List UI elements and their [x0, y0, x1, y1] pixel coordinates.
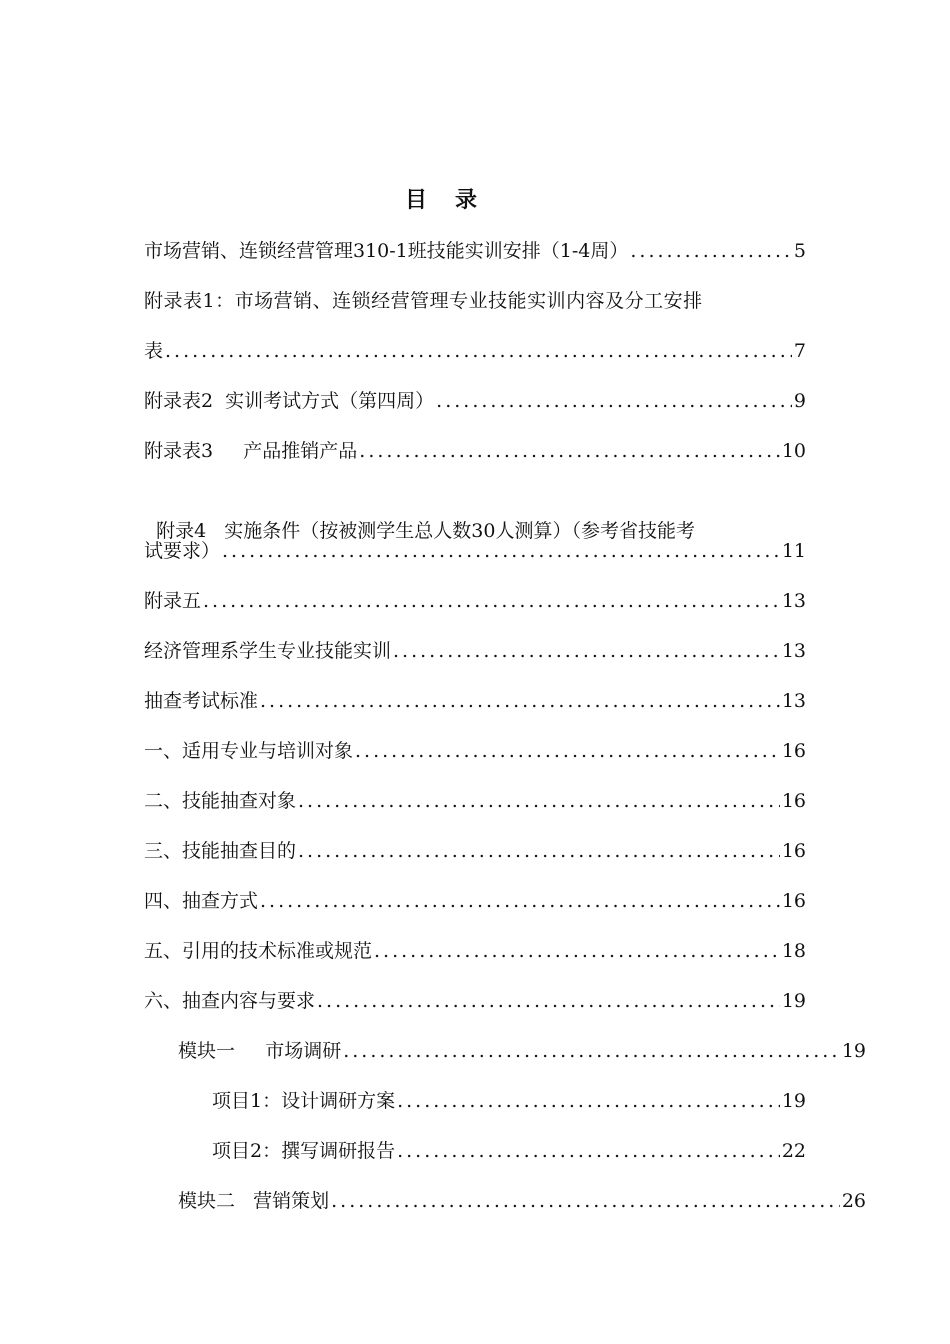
- toc-entry-wrap-line[interactable]: [144, 286, 806, 316]
- toc-entry-page: 19: [781, 990, 806, 1012]
- toc-entry-project[interactable]: [212, 1136, 806, 1166]
- toc-entry-label: 二、技能抽查对象: [144, 790, 297, 812]
- toc-entry[interactable]: [144, 686, 806, 716]
- toc-leader: [359, 436, 780, 466]
- toc-entry-label: 一、适用专业与培训对象: [144, 740, 354, 762]
- toc-entry[interactable]: [144, 936, 806, 966]
- toc-leader: [436, 386, 792, 416]
- toc-entry-page: 7: [793, 340, 806, 362]
- toc-entry[interactable]: [144, 636, 806, 666]
- toc-entry-page: 16: [781, 890, 806, 912]
- toc-entry[interactable]: [144, 386, 806, 416]
- toc-entry-label: 三、技能抽查目的: [144, 840, 297, 862]
- toc-title-left: 目: [404, 188, 427, 213]
- toc-entry-module[interactable]: [178, 1036, 866, 1066]
- toc-entry[interactable]: [144, 236, 806, 266]
- toc-entry-label: 附录五: [144, 590, 202, 612]
- toc-entry-page: 9: [793, 390, 806, 412]
- toc-entry-page: 13: [781, 590, 806, 612]
- toc-leader: [331, 1186, 840, 1216]
- toc-title: [0, 186, 882, 216]
- toc-entry[interactable]: [144, 886, 806, 916]
- toc-leader: [630, 236, 792, 266]
- toc-entry[interactable]: [144, 786, 806, 816]
- toc-entry-label: 表: [144, 340, 164, 362]
- toc-entry-label: 附录表2 实训考试方式（第四周）: [144, 390, 435, 412]
- toc-leader: [317, 986, 780, 1016]
- toc-entry-page: 18: [781, 940, 806, 962]
- toc-entry[interactable]: [144, 436, 806, 466]
- toc-entry[interactable]: [144, 586, 806, 616]
- toc-leader: [397, 1086, 780, 1116]
- toc-entry-label: 附录4 实施条件（按被测学生总人数30人测算）（参考省技能考: [156, 520, 695, 542]
- toc-entry[interactable]: [144, 536, 806, 566]
- toc-entry-page: 16: [781, 790, 806, 812]
- toc-entry-page: 5: [793, 240, 806, 262]
- toc-leader: [165, 336, 792, 366]
- toc-entry-page: 11: [781, 540, 806, 562]
- toc-entry-label: 五、引用的技术标准或规范: [144, 940, 373, 962]
- toc-entry-label: 六、抽查内容与要求: [144, 990, 316, 1012]
- toc-entry-label: 抽查考试标准: [144, 690, 259, 712]
- toc-entry-page: 16: [781, 740, 806, 762]
- toc-entry-label: 四、抽查方式: [144, 890, 259, 912]
- toc-leader: [203, 586, 780, 616]
- toc-entry-label: 附录表3 产品推销产品: [144, 440, 358, 462]
- toc-entry[interactable]: [144, 336, 806, 366]
- toc-leader: [397, 1136, 780, 1166]
- toc-leader: [343, 1036, 840, 1066]
- toc-entry-page: 19: [841, 1040, 866, 1062]
- toc-entry-label: 试要求）: [144, 540, 221, 562]
- toc-entry-page: 10: [781, 440, 806, 462]
- toc-leader: [260, 686, 780, 716]
- toc-title-right: 录: [455, 188, 478, 213]
- toc-entry-label: 市场营销、连锁经营管理310-1班技能实训安排（1-4周）: [144, 240, 629, 262]
- toc-entry-label: 附录表1：市场营销、连锁经营管理专业技能实训内容及分工安排: [144, 290, 703, 312]
- toc-entry-page: 16: [781, 840, 806, 862]
- toc-leader: [298, 836, 780, 866]
- toc-entry-module[interactable]: [178, 1186, 866, 1216]
- toc-leader: [222, 536, 780, 566]
- toc-leader: [260, 886, 780, 916]
- toc-entry-label: 项目1：设计调研方案: [212, 1090, 396, 1112]
- toc-leader: [298, 786, 780, 816]
- toc-leader: [355, 736, 780, 766]
- toc-leader: [374, 936, 780, 966]
- toc-entry-label: 模块二 营销策划: [178, 1190, 330, 1212]
- toc-entry-page: 19: [781, 1090, 806, 1112]
- toc-leader: [393, 636, 780, 666]
- toc-entry-label: 项目2：撰写调研报告: [212, 1140, 396, 1162]
- toc-entry-page: 13: [781, 690, 806, 712]
- toc-entry[interactable]: [144, 836, 806, 866]
- toc-entry[interactable]: [144, 736, 806, 766]
- toc-entry[interactable]: [144, 986, 806, 1016]
- toc-entry-project[interactable]: [212, 1086, 806, 1116]
- toc-entry-label: 经济管理系学生专业技能实训: [144, 640, 392, 662]
- toc-entry-page: 13: [781, 640, 806, 662]
- toc-entry-page: 26: [841, 1190, 866, 1212]
- toc-entry-page: 22: [781, 1140, 806, 1162]
- toc-entry-wrap-line[interactable]: [144, 486, 806, 542]
- toc-entry-label: 模块一 市场调研: [178, 1040, 342, 1062]
